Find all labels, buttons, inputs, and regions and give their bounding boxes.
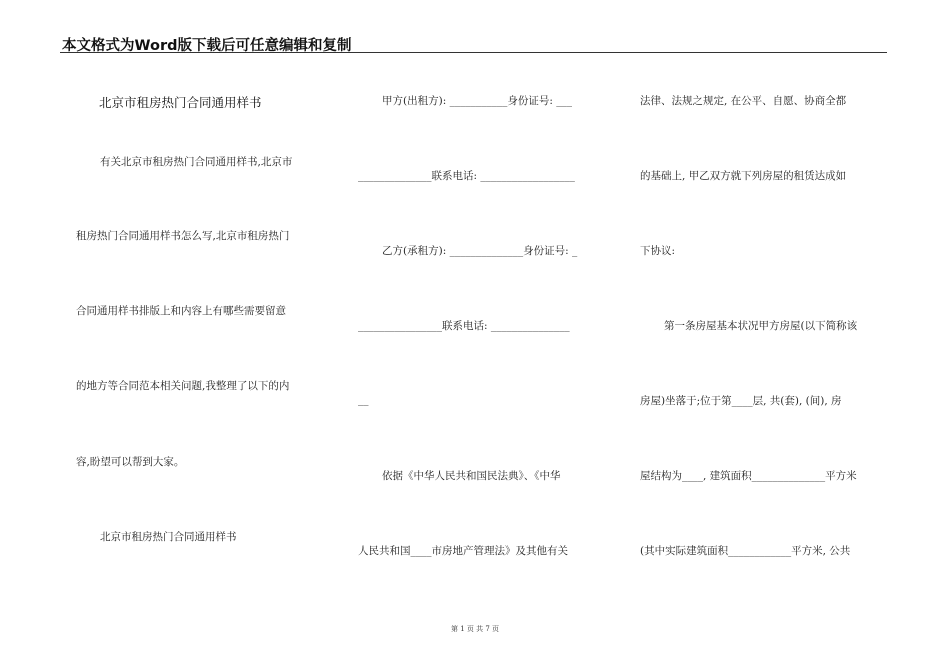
- text-line: 人民共和国____市房地产管理法》及其他有关: [358, 545, 568, 557]
- text-line: 甲方(出租方): ___________身份证号: ___: [382, 95, 572, 107]
- text-line: 法律、法规之规定, 在公平、自愿、协商全都: [640, 95, 847, 107]
- text-line: 租房热门合同通用样书怎么写,北京市租房热门: [76, 230, 290, 242]
- text-line: 合同通用样书排版上和内容上有哪些需要留意: [76, 305, 286, 317]
- text-line: 的基础上, 甲乙双方就下列房屋的租赁达成如: [640, 170, 847, 182]
- text-line: ________________联系电话: _______________: [358, 320, 570, 332]
- text-line: 有关北京市租房热门合同通用样书,北京市: [100, 156, 293, 168]
- text-column-3: [640, 0, 888, 620]
- text-line: 下协议:: [640, 245, 676, 257]
- page-header-title: 本文格式为Word版下载后可任意编辑和复制: [62, 38, 352, 54]
- text-column-2: [358, 0, 608, 620]
- document-title: 北京市租房热门合同通用样书: [99, 95, 262, 110]
- text-column-1: [76, 0, 328, 620]
- section-heading: 北京市租房热门合同通用样书: [100, 531, 237, 543]
- text-line: 房屋)坐落于;位于第____层, 共(套), (间), 房: [640, 395, 842, 407]
- text-line: 依据《中华人民共和国民法典》、《中华: [382, 470, 561, 482]
- text-line: __: [358, 394, 369, 406]
- page-indicator: 第 1 页 共 7 页: [450, 625, 500, 633]
- text-line: ______________联系电话: __________________: [358, 170, 575, 182]
- text-line: (其中实际建筑面积____________平方米, 公共: [640, 545, 851, 557]
- text-line: 乙方(承租方): ______________身份证号: _: [382, 245, 578, 257]
- text-line: 容,盼望可以帮到大家。: [76, 456, 185, 468]
- text-line: 的地方等合同范本相关问题,我整理了以下的内: [76, 380, 290, 392]
- text-line: 屋结构为____, 建筑面积______________平方米: [640, 470, 857, 482]
- section-heading: 第一条房屋基本状况甲方房屋(以下简称该: [664, 320, 858, 332]
